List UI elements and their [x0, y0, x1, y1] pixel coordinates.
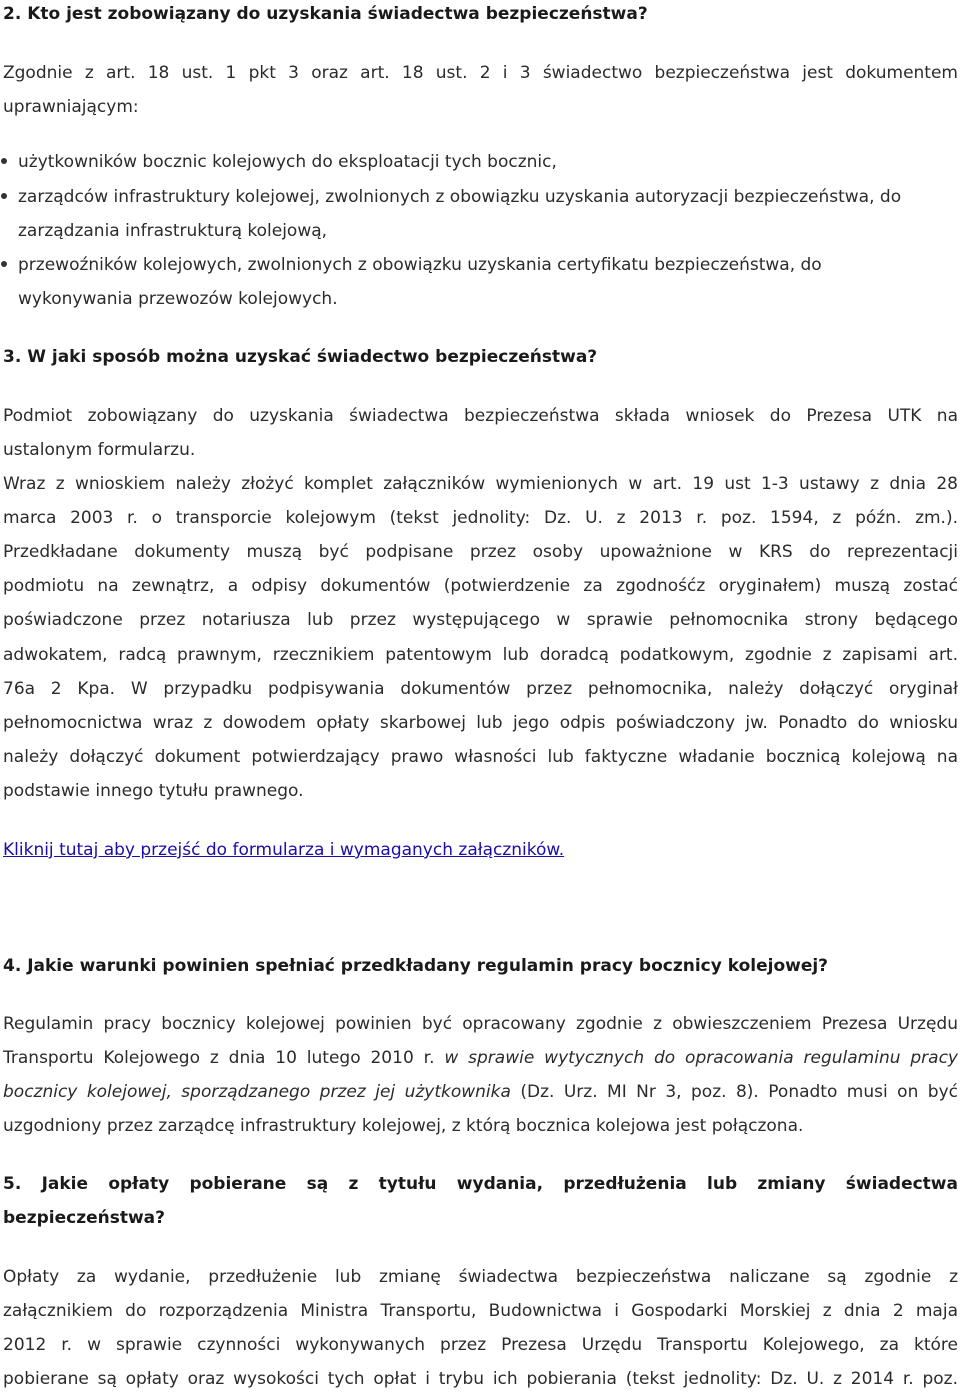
- paragraph-line: załącznikiem do rozporządzenia Ministra Transportu, Budownictwa i Gospodarki Morskiej z dnia 2 maja: [3, 1301, 958, 1321]
- paragraph-line: Wraz z wnioskiem należy złożyć komplet załączników wymienionych w art. 19 ust 1-3 ustawy z dnia 28: [3, 474, 958, 494]
- section-3-heading: 3. W jaki sposób można uzyskać świadectwo bezpieczeństwa?: [3, 347, 598, 367]
- list-item: przewoźników kolejowych, zwolnionych z obowiązku uzyskania certyfikatu bezpieczeństwa, do: [18, 255, 822, 275]
- paragraph-line: 76a 2 Kpa. W przypadku podpisywania dokumentów przez pełnomocnika, należy dołączyć oryginał: [3, 679, 958, 699]
- section-5-heading-continuation: bezpieczeństwa?: [3, 1208, 166, 1228]
- paragraph-line: poświadczone przez notariusza lub przez występującego w sprawie pełnomocnika strony będącego: [3, 610, 958, 630]
- bullet-icon: [1, 193, 7, 199]
- paragraph-line: [3, 1081, 958, 1103]
- paragraph-line: ustalonym formularzu.: [3, 440, 196, 460]
- form-attachments-link[interactable]: Kliknij tutaj aby przejść do formularza i wymaganych załączników.: [3, 840, 565, 860]
- list-item: zarządców infrastruktury kolejowej, zwolnionych z obowiązku uzyskania autoryzacji bezpieczeństwa, do: [18, 187, 902, 207]
- paragraph-line: Przedkładane dokumenty muszą być podpisane przez osoby upoważnione w KRS do reprezentacji: [3, 542, 958, 562]
- paragraph-line: Regulamin pracy bocznicy kolejowej powinien być opracowany zgodnie z obwieszczeniem Prezesa Urzędu: [3, 1014, 958, 1034]
- section-2-intro-line-2: uprawniającym:: [3, 97, 139, 117]
- section-5-heading: 5. Jakie opłaty pobierane są z tytułu wydania, przedłużenia lub zmiany świadectwa: [3, 1174, 958, 1194]
- paragraph-line: 2012 r. w sprawie czynności wykonywanych przez Prezesa Urzędu Transportu Kolejowego, za które: [3, 1335, 958, 1355]
- bullet-icon: [1, 261, 7, 267]
- list-item-continuation: wykonywania przewozów kolejowych.: [18, 289, 338, 309]
- paragraph-italic-text: bocznicy kolejowej, sporządzanego przez jej użytkownika: [3, 1082, 511, 1102]
- list-item-continuation: zarządzania infrastrukturą kolejową,: [18, 221, 328, 241]
- paragraph-line: Podmiot zobowiązany do uzyskania świadectwa bezpieczeństwa składa wniosek do Prezesa UTK na: [3, 406, 958, 426]
- paragraph-line: uzgodniony przez zarządcę infrastruktury kolejowej, z którą bocznica kolejowa jest połączona.: [3, 1116, 804, 1136]
- paragraph-line: pobierane są opłaty oraz wysokości tych opłat i trybu ich pobierania (tekst jednolity: Dz. U. z 2014 r. poz.: [3, 1369, 958, 1389]
- paragraph-line: należy dołączyć dokument potwierdzający prawo własności lub faktyczne władanie bocznicą kolejową na: [3, 747, 958, 767]
- paragraph-line: Opłaty za wydanie, przedłużenie lub zmianę świadectwa bezpieczeństwa naliczane są zgodnie z: [3, 1267, 958, 1287]
- section-2-heading: 2. Kto jest zobowiązany do uzyskania świadectwa bezpieczeństwa?: [3, 4, 648, 24]
- paragraph-text: (Dz. Urz. MI Nr 3, poz. 8). Ponadto musi on być: [510, 1082, 958, 1102]
- paragraph-line: podmiotu na zewnątrz, a odpisy dokumentów (potwierdzenie za zgodnośćz oryginałem) muszą zostać: [3, 576, 958, 596]
- paragraph-italic-text: w sprawie wytycznych do opracowania regulaminu pracy: [444, 1048, 958, 1068]
- section-4-heading: 4. Jakie warunki powinien spełniać przedkładany regulamin pracy bocznicy kolejowej?: [3, 956, 829, 976]
- paragraph-line: marca 2003 r. o transporcie kolejowym (tekst jednolity: Dz. U. z 2013 r. poz. 1594, z późn. zm.).: [3, 508, 958, 528]
- paragraph-line: adwokatem, radcą prawnym, rzecznikiem patentowym lub doradcą podatkowym, zgodnie z zapisami art.: [3, 645, 958, 665]
- paragraph-text: Transportu Kolejowego z dnia 10 lutego 2010 r.: [3, 1048, 445, 1068]
- paragraph-line: podstawie innego tytułu prawnego.: [3, 781, 304, 801]
- paragraph-line: [3, 1047, 958, 1069]
- list-item: użytkowników bocznic kolejowych do eksploatacji tych bocznic,: [18, 152, 557, 172]
- paragraph-line: pełnomocnictwa wraz z dowodem opłaty skarbowej lub jego odpis poświadczony jw. Ponadto do wniosku: [3, 713, 958, 733]
- section-2-intro-line-1: Zgodnie z art. 18 ust. 1 pkt 3 oraz art. 18 ust. 2 i 3 świadectwo bezpieczeństwa jest dokumentem: [3, 63, 958, 83]
- bullet-icon: [1, 158, 7, 164]
